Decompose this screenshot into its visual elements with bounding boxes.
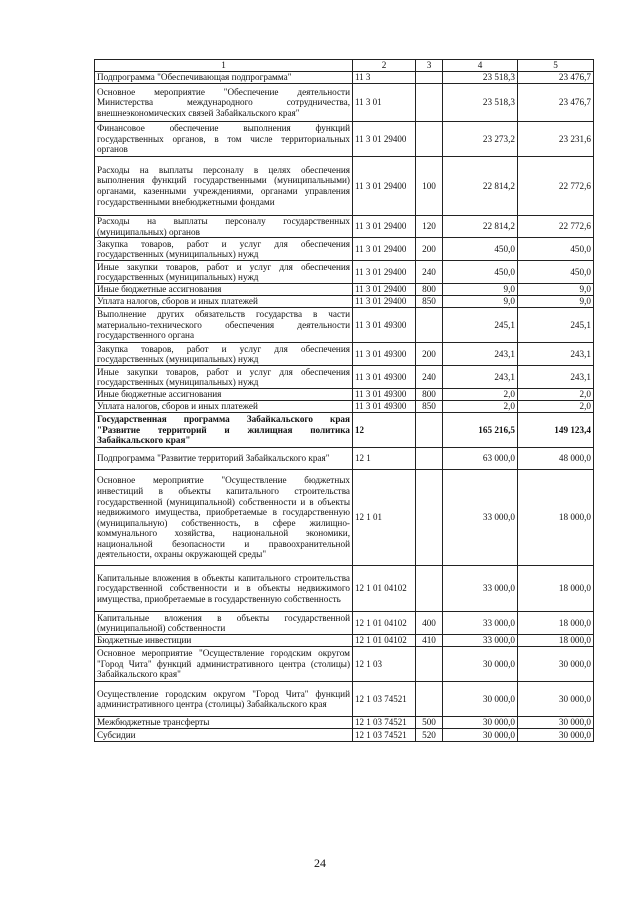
row-value-2: 149 123,4 bbox=[518, 413, 594, 448]
table-row bbox=[95, 216, 594, 238]
row-value-2: 2,0 bbox=[518, 389, 594, 401]
row-name: Капитальные вложения в объекты государственной (муниципальной) собственности bbox=[95, 612, 353, 635]
table-row bbox=[95, 122, 594, 157]
row-code: 11 3 01 29400 bbox=[353, 216, 416, 238]
row-value-2: 450,0 bbox=[518, 238, 594, 261]
row-name: Бюджетные инвестиции bbox=[95, 635, 353, 647]
row-expense-type: 200 bbox=[416, 238, 443, 261]
table-row bbox=[95, 413, 594, 448]
row-code: 12 1 03 bbox=[353, 647, 416, 682]
row-expense-type: 800 bbox=[416, 284, 443, 296]
row-expense-type bbox=[416, 448, 443, 470]
row-value-2: 2,0 bbox=[518, 401, 594, 413]
row-value-1: 450,0 bbox=[443, 261, 518, 284]
page-number: 24 bbox=[314, 856, 326, 870]
table-row bbox=[95, 612, 594, 635]
row-value-2: 22 772,6 bbox=[518, 157, 594, 216]
row-expense-type: 100 bbox=[416, 157, 443, 216]
row-value-1: 33 000,0 bbox=[443, 566, 518, 612]
row-expense-type: 850 bbox=[416, 296, 443, 308]
row-value-1: 33 000,0 bbox=[443, 470, 518, 566]
row-value-2: 18 000,0 bbox=[518, 612, 594, 635]
table-row bbox=[95, 717, 594, 729]
row-value-1: 23 273,2 bbox=[443, 122, 518, 157]
row-value-1: 23 518,3 bbox=[443, 84, 518, 122]
row-code: 11 3 01 29400 bbox=[353, 122, 416, 157]
row-value-1: 9,0 bbox=[443, 284, 518, 296]
header-row bbox=[95, 60, 594, 72]
row-name: Основное мероприятие "Обеспечение деятельности Министерства международного сотрудничества, внешнеэкономических связей Забайкальского края" bbox=[95, 84, 353, 122]
row-name: Подпрограмма "Развитие территорий Забайкальского края" bbox=[95, 448, 353, 470]
table-row bbox=[95, 635, 594, 647]
row-value-2: 23 476,7 bbox=[518, 84, 594, 122]
row-expense-type: 520 bbox=[416, 729, 443, 742]
row-code: 11 3 01 29400 bbox=[353, 296, 416, 308]
row-value-1: 33 000,0 bbox=[443, 612, 518, 635]
row-value-2: 450,0 bbox=[518, 261, 594, 284]
row-code: 11 3 01 49300 bbox=[353, 308, 416, 343]
row-code: 12 1 03 74521 bbox=[353, 717, 416, 729]
row-name: Иные бюджетные ассигнования bbox=[95, 389, 353, 401]
row-expense-type bbox=[416, 470, 443, 566]
row-expense-type: 400 bbox=[416, 612, 443, 635]
row-code: 11 3 01 bbox=[353, 84, 416, 122]
table-row bbox=[95, 647, 594, 682]
row-code: 12 1 03 74521 bbox=[353, 729, 416, 742]
row-value-1: 450,0 bbox=[443, 238, 518, 261]
row-value-1: 245,1 bbox=[443, 308, 518, 343]
table-row bbox=[95, 296, 594, 308]
row-value-1: 165 216,5 bbox=[443, 413, 518, 448]
table-row bbox=[95, 682, 594, 717]
table-row bbox=[95, 448, 594, 470]
row-code: 11 3 01 29400 bbox=[353, 238, 416, 261]
row-name: Расходы на выплаты персоналу в целях обеспечения выполнения функций государственными (муниципальными) органами, казенными учреждениями, органами управления государственными внебюджетными фондами bbox=[95, 157, 353, 216]
row-value-1: 30 000,0 bbox=[443, 717, 518, 729]
row-expense-type bbox=[416, 308, 443, 343]
header-cell-5: 5 bbox=[518, 60, 594, 72]
row-value-2: 9,0 bbox=[518, 296, 594, 308]
row-name: Капитальные вложения в объекты капитального строительства государственной собственности и в объекты недвижимого имущества, приобретаемые в государственную собственность bbox=[95, 566, 353, 612]
row-name: Уплата налогов, сборов и иных платежей bbox=[95, 401, 353, 413]
row-name: Расходы на выплаты персоналу государственных (муниципальных) органов bbox=[95, 216, 353, 238]
row-expense-type: 850 bbox=[416, 401, 443, 413]
row-code: 11 3 bbox=[353, 72, 416, 84]
row-code: 11 3 01 29400 bbox=[353, 157, 416, 216]
row-value-1: 30 000,0 bbox=[443, 647, 518, 682]
table-row bbox=[95, 157, 594, 216]
table-row bbox=[95, 308, 594, 343]
row-value-2: 18 000,0 bbox=[518, 470, 594, 566]
row-value-1: 243,1 bbox=[443, 366, 518, 389]
header-cell-1: 1 bbox=[95, 60, 353, 72]
row-expense-type: 240 bbox=[416, 261, 443, 284]
row-expense-type bbox=[416, 122, 443, 157]
header-cell-4: 4 bbox=[443, 60, 518, 72]
row-value-2: 243,1 bbox=[518, 343, 594, 366]
row-value-2: 23 476,7 bbox=[518, 72, 594, 84]
table-row bbox=[95, 566, 594, 612]
row-expense-type bbox=[416, 84, 443, 122]
row-code: 11 3 01 49300 bbox=[353, 389, 416, 401]
row-code: 12 1 01 04102 bbox=[353, 566, 416, 612]
row-value-1: 9,0 bbox=[443, 296, 518, 308]
row-name: Иные закупки товаров, работ и услуг для обеспечения государственных (муниципальных) нужд bbox=[95, 261, 353, 284]
row-code: 12 1 01 bbox=[353, 470, 416, 566]
row-value-1: 2,0 bbox=[443, 389, 518, 401]
row-name: Выполнение других обязательств государства в части материально-технического обеспечения деятельности государственного органа bbox=[95, 308, 353, 343]
row-code: 11 3 01 49300 bbox=[353, 366, 416, 389]
row-code: 12 1 01 04102 bbox=[353, 612, 416, 635]
budget-table bbox=[94, 59, 594, 742]
table-row bbox=[95, 284, 594, 296]
row-value-1: 22 814,2 bbox=[443, 157, 518, 216]
row-value-2: 23 231,6 bbox=[518, 122, 594, 157]
row-value-1: 2,0 bbox=[443, 401, 518, 413]
header-cell-2: 2 bbox=[353, 60, 416, 72]
row-code: 12 1 03 74521 bbox=[353, 682, 416, 717]
table-row bbox=[95, 343, 594, 366]
row-expense-type bbox=[416, 72, 443, 84]
header-cell-3: 3 bbox=[416, 60, 443, 72]
row-name: Субсидии bbox=[95, 729, 353, 742]
table-row bbox=[95, 401, 594, 413]
table-row bbox=[95, 72, 594, 84]
row-code: 11 3 01 49300 bbox=[353, 401, 416, 413]
row-value-2: 9,0 bbox=[518, 284, 594, 296]
row-name: Закупка товаров, работ и услуг для обеспечения государственных (муниципальных) нужд bbox=[95, 238, 353, 261]
row-value-2: 30 000,0 bbox=[518, 682, 594, 717]
row-code: 11 3 01 49300 bbox=[353, 343, 416, 366]
row-value-2: 22 772,6 bbox=[518, 216, 594, 238]
row-value-2: 18 000,0 bbox=[518, 635, 594, 647]
row-name: Иные закупки товаров, работ и услуг для обеспечения государственных (муниципальных) нужд bbox=[95, 366, 353, 389]
row-code: 12 1 bbox=[353, 448, 416, 470]
row-value-2: 48 000,0 bbox=[518, 448, 594, 470]
row-name: Государственная программа Забайкальского края "Развитие территорий и жилищная политика Забайкальского края" bbox=[95, 413, 353, 448]
row-expense-type: 120 bbox=[416, 216, 443, 238]
row-expense-type bbox=[416, 682, 443, 717]
row-code: 12 1 01 04102 bbox=[353, 635, 416, 647]
table-row bbox=[95, 238, 594, 261]
row-value-1: 63 000,0 bbox=[443, 448, 518, 470]
row-expense-type: 500 bbox=[416, 717, 443, 729]
row-expense-type bbox=[416, 566, 443, 612]
row-value-2: 30 000,0 bbox=[518, 729, 594, 742]
row-value-1: 23 518,3 bbox=[443, 72, 518, 84]
row-expense-type bbox=[416, 413, 443, 448]
row-value-1: 30 000,0 bbox=[443, 682, 518, 717]
table-row bbox=[95, 84, 594, 122]
row-expense-type: 800 bbox=[416, 389, 443, 401]
row-name: Осуществление городским округом "Город Чита" функций административного центра (столицы) Забайкальского края bbox=[95, 682, 353, 717]
row-name: Уплата налогов, сборов и иных платежей bbox=[95, 296, 353, 308]
table-row bbox=[95, 366, 594, 389]
table-row bbox=[95, 261, 594, 284]
row-name: Основное мероприятие "Осуществление бюджетных инвестиций в объекты капитального строительства государственной (муниципальной) собственности и в объекты недвижимого имущества, приобретаемые в государственную (муниципальную) собственность, в сфере жилищно-коммунального хозяйства, национальной экономики, национальной безопасности и правоохранительной деятельности, охраны окружающей среды" bbox=[95, 470, 353, 566]
row-value-2: 18 000,0 bbox=[518, 566, 594, 612]
table-row bbox=[95, 389, 594, 401]
row-value-1: 30 000,0 bbox=[443, 729, 518, 742]
row-name: Закупка товаров, работ и услуг для обеспечения государственных (муниципальных) нужд bbox=[95, 343, 353, 366]
row-value-1: 22 814,2 bbox=[443, 216, 518, 238]
row-code: 11 3 01 29400 bbox=[353, 284, 416, 296]
row-code: 11 3 01 29400 bbox=[353, 261, 416, 284]
table-row bbox=[95, 470, 594, 566]
table-row bbox=[95, 729, 594, 742]
row-value-1: 33 000,0 bbox=[443, 635, 518, 647]
table-body bbox=[95, 60, 594, 742]
row-value-2: 245,1 bbox=[518, 308, 594, 343]
row-expense-type bbox=[416, 647, 443, 682]
row-name: Основное мероприятие "Осуществление городским округом "Город Чита" функций административного центра (столицы) Забайкальского края" bbox=[95, 647, 353, 682]
row-expense-type: 240 bbox=[416, 366, 443, 389]
row-name: Подпрограмма "Обеспечивающая подпрограмма" bbox=[95, 72, 353, 84]
row-value-2: 30 000,0 bbox=[518, 717, 594, 729]
row-value-2: 243,1 bbox=[518, 366, 594, 389]
row-expense-type: 200 bbox=[416, 343, 443, 366]
row-name: Иные бюджетные ассигнования bbox=[95, 284, 353, 296]
row-value-1: 243,1 bbox=[443, 343, 518, 366]
row-expense-type: 410 bbox=[416, 635, 443, 647]
row-name: Межбюджетные трансферты bbox=[95, 717, 353, 729]
row-name: Финансовое обеспечение выполнения функций государственных органов, в том числе территориальных органов bbox=[95, 122, 353, 157]
row-value-2: 30 000,0 bbox=[518, 647, 594, 682]
row-code: 12 bbox=[353, 413, 416, 448]
